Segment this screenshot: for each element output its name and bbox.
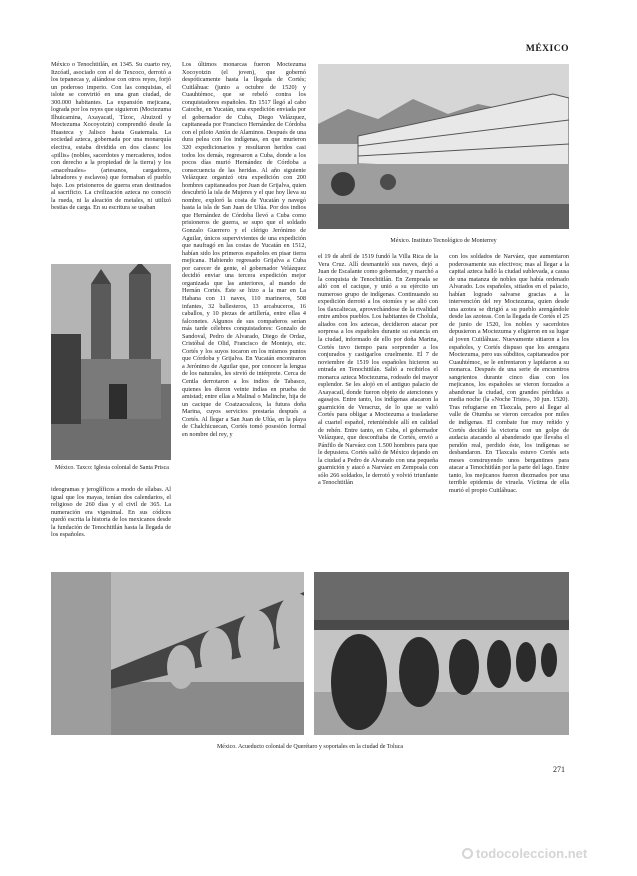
text-column-2 <box>182 61 306 566</box>
running-head: MÉXICO <box>525 44 569 54</box>
watermark-logo-icon <box>462 848 473 859</box>
text-column-3 <box>318 253 438 566</box>
photo-toluca-arcades <box>314 572 569 735</box>
paragraph: México o Tenochtitlán, en 1345. Su cuarto rey, Itzcóatl, asociado con el de Texcoco, derrotó a los tepanecas y, aliándose con otros reyes, forjó un poderoso imperio. Con las conquistas, el islote se convirtió en una gran ciudad, de 300.000 habitantes. La expansión mejicana, lograda por los reyes que siguieron (Moctezuma Ilhuicamina, Axayacatl, Tízoc, Ahuizotl y Moctezuma Xocoyotzin) comprendió desde la Huasteca y Jalisco hasta Guatemala. La sociedad azteca, gobernada por una monarquía electiva, estaba dividida en dos clases: los «pillis» (nobles, sacerdotes y mercaderes, todos con derecho a la propiedad de la tierra) y los «macehuales» (artesanos, cargadores, labradores y esclavos) que formaban el pueblo bajo. Los prisioneros de guerra eran destinados al sacrificio. La civilización azteca no conoció la rueda, ni la aleación de metales, ni utilizó bestias de carga. En su escritura se usaban <box>51 61 171 212</box>
paragraph: Los últimos monarcas fueron Moctezuma Xocoyotzin (el joven), que gobernó despóticamente hasta la llegada de Cortés; Cuitláhuac (junio a octubre de 1520) y Cuauhtémoc, que se rebeló contra los conquistadores españoles. En 1517 llegó al cabo Catoche, en Yucatán, una expedición enviada por el gobernador de Cuba, Diego Velázquez, capitaneada por Francisco Hernández de Córdoba con el piloto Antón de Alaminos. Después de una dura pelea con los indígenas, en que murieron 320 expedicionarios y resultaron heridos casi todos los demás, regresaron a Cuba, donde a los pocos días murió Hernández de Córdoba a consecuencia de las heridas. Al año siguiente Velázquez organizó otra expedición con 200 hombres capitaneados por Juan de Grijalva, quien descubrió la isla de Mujeres y el que hoy lleva su nombre, exploró la costa de Yucatán y navegó hasta la isla de San Juan de Ulúa. Por dos indios que Hernández de Córdoba llevó a Cuba como prisioneros de guerra, se supo que el soldado Gonzalo Guerrero y el clérigo Jerónimo de Aguilar, únicos supervivientes de una expedición que naufragó en las costas de Yucatán en 1512, habían sido los primeros españoles en pisar tierra mejicana. Habiendo regresado Grijalva a Cuba por carecer de gente, el gobernador Velázquez decidió enviar una tercera expedición mejor organizada que las anteriores, al mando de Hernán Cortés. Éste se hizo a la mar en La Habana con 11 naves, 110 marineros, 508 infantes, 32 ballesteros, 13 arcabuceros, 16 caballos, y 10 piezas de artillería, entre ellas 4 falconetes. Algunos de sus compañeros serían más tarde célebres conquistadores: Gonzalo de Sandoval, Pedro de Alvarado, Diego de Ordaz, Cristóbal de Olid, Francisco de Montejo, etc. Cortés y los suyos tocaron en los mismos puntos que Córdoba y Grijalva. En Yucatán encontraron a Jerónimo de Aguilar que, por conocer la lengua de los naturales, les sirvió de intérprete. Cerca de Centla derrotaron a los indios de Tabasco, quienes les dieron veinte indias en prueba de amistad; entre ellas a Malinal o Malinche, hija de un cacique de Coatzacoalcos, la futura doña Marina, cuyos servicios prestaría después a Cortés. Al llegar a San Juan de Ulúa, en la playa de Chalchicuecan, Cortés tomó posesión formal en nombre del rey, y <box>182 61 306 438</box>
text-column-1-bottom <box>51 486 171 564</box>
photo-queretaro-aqueduct <box>51 572 304 735</box>
paragraph: ideogramas y jeroglíficos a modo de sílabas. Al igual que los mayas, tenían dos calendarios, el religioso de 260 días y el civil de 365. La numeración era vigesimal. En sus códices quedó escrita la historia de los mexicanos desde la fundación de Tenochtitlán hasta la llegada de los españoles. <box>51 486 171 539</box>
photo-taxco-church <box>51 264 171 460</box>
caption-queretaro-toluca: México. Acueducto colonial de Querétaro y soportales en la ciudad de Toluca <box>216 744 404 750</box>
paragraph: con los soldados de Narváez, que aumentaron poderosamente sus efectivos; mas al llegar a la capital azteca halló la ciudad sublevada, a causa de una matanza de nobles que había ordenado Alvarado. Los españoles, sitiados en el palacio, habían logrado salvarse gracias a la intervención del rey Moctezuma, quien desde una azotea se dirigió a su pueblo arengándole desde las azoteas. Con la llegada de Cortés el 25 de junio de 1520, los nobles y sacerdotes depusieron a Moctezuma y eligieron en su lugar al joven Cuitláhuac. Nuevamente sitiaron a los españoles, y Cortés dispuso que los arengara Moctezuma, pero sus súbditos, capitaneados por Cuauhtémoc, se le enfrentaron y lapidaron a su monarca. Después de una serie de encuentros sangrientos durante cinco días con los mejicanos, los españoles se vieron forzados a abandonar la ciudad, con grandes pérdidas a media noche (la «Noche Triste», 30 jun. 1520). Tras refugiarse en Tlaxcala, pero al llegar al valle de Otumba se vieron cercados por miles de indígenas. El combate fue muy reñido y Cortés decidió la victoria con un golpe de audacia atacando al abanderado que llevaba el pendón real, perdido éste, los indígenas se desbandaron. En Tlaxcala estuvo Cortés seis meses construyendo unos bergantines para atacar a Tenochtitlán por la parte del lago. Entre tanto, los mejicanos fueron diezmados por una terrible epidemia de viruela. Víctima de ella murió el propio Cuitláhuac. <box>449 253 569 494</box>
caption-taxco: México. Taxco: Iglesia colonial de Santa Prisca <box>55 465 169 471</box>
photo-monterrey-institute <box>318 64 569 229</box>
paragraph: el 19 de abril de 1519 fundó la Villa Rica de la Vera Cruz. Allí desmanteló sus naves, dejó a Juan de Escalante como gobernador, y marchó a la conquista de Tenochtitlán. En Zempoala se alió con el cacique, y unió a su ejército un numeroso grupo de indígenas. Continuando su expedición derrotó a los otomíes y se alió con los tlaxcaltecas, aprovechándose de la rivalidad entre ambos pueblos. Los habitantes de Cholula, aliados con los aztecas, decidieron atacar por sorpresa a los españoles durante su estancia en la ciudad, informado de ello por doña Marina, Cortés tuvo tiempo para sorprender a los conjurados y castigarlos cruelmente. El 7 de noviembre de 1519 los españoles hicieron su entrada en Tenochtitlán. Salió a recibirlos el monarca azteca Moctezuma, rodeado del mayor esplendor. Se les alojó en el antiguo palacio de Axayacatl, donde fueron objeto de atenciones y agasajos. Entre tanto, los indígenas atacaron la guarnición de Veracruz, de lo que se valió Cortés para obligar a Moctezuma a trasladarse al cuartel español, reteniéndole allí en calidad de rehén. Entre tanto, en Cuba, el gobernador Velázquez, que desconfiaba de Cortés, envió a Pánfilo de Narváez con 1.500 hombres para que le depusiera. Cortés salió de México dejando en la ciudad a Pedro de Alvarado con una pequeña guarnición y atacó a Narváez en Zempoala con sólo 266 soldados, le derrotó y volvió triunfante a Tenochtitlán <box>318 253 438 487</box>
page-number: 271 <box>553 765 565 774</box>
watermark-text: todocoleccion.net <box>476 846 588 861</box>
watermark <box>462 846 587 861</box>
text-column-4 <box>449 253 569 566</box>
text-column-1-top <box>51 61 171 257</box>
caption-monterrey: México. Instituto Tecnológico de Monterrey <box>390 238 497 244</box>
